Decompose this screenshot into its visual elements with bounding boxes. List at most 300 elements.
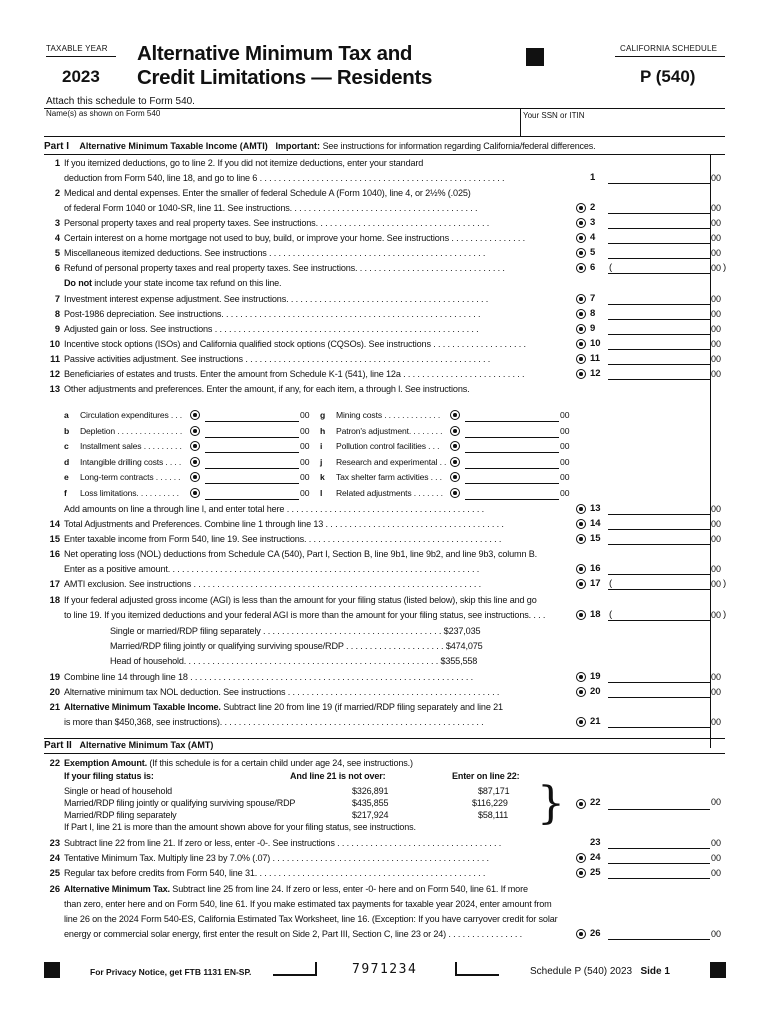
- line-row: [44, 502, 724, 516]
- footer-mark-left: [44, 962, 60, 978]
- line-ref-number: 13: [590, 503, 601, 514]
- line-ref-number: 1: [590, 172, 596, 183]
- sub13-amount-field[interactable]: [205, 440, 299, 453]
- cents-label: 00: [711, 579, 722, 589]
- bullet-icon: [576, 564, 586, 574]
- taxable-year-label: TAXABLE YEAR: [46, 44, 108, 53]
- line-text-body: AMTI exclusion. See instructions . . . . . . . . . . . . . . . . . . . . . . . . . . . . . . . . . . . . . . . . . . . . . . . . . . . . . . . . . . . . .: [64, 579, 482, 589]
- amount-field[interactable]: [608, 866, 710, 879]
- sub13-item-f: [64, 487, 324, 500]
- line-text-body: Net operating loss (NOL) deductions from Schedule CA (540), Part I, Section B, line 9b1, line 9b2, and line 9b3, column B.: [64, 549, 538, 559]
- sub13-amount-field[interactable]: [465, 471, 559, 484]
- exemption-table-cell: If Part I, line 21 is more than the amount shown above for your filing status, see instructions.: [64, 822, 416, 832]
- sub13-label: Pollution control facilities . . .: [336, 441, 440, 451]
- line-text: [64, 715, 574, 729]
- line-row: [44, 577, 727, 591]
- bullet-icon: [576, 263, 586, 273]
- line-row: [44, 562, 724, 576]
- amount-field[interactable]: [608, 502, 710, 515]
- line-number: 21: [49, 702, 60, 712]
- line-row: [44, 593, 724, 607]
- line-text: [64, 502, 574, 516]
- bullet-icon: [576, 233, 586, 243]
- sub13-letter: j: [320, 457, 323, 467]
- amount-field[interactable]: [608, 670, 710, 683]
- line-number: 19: [49, 672, 60, 682]
- line-number: 22: [49, 758, 60, 768]
- cents-label: 00: [560, 441, 570, 451]
- exemption-table-cell: $326,891: [352, 786, 389, 796]
- line-row: [44, 639, 724, 653]
- line-text-body: Regular tax before credits from Form 540, line 31. . . . . . . . . . . . . . . . . . . . . . . . . . . . . . . . . . . . . . . . . . . . . . . . .: [64, 868, 486, 878]
- sub13-label: Tax shelter farm activities . . .: [336, 472, 442, 482]
- amount-field[interactable]: [608, 322, 710, 335]
- cents-label: 00: [711, 610, 722, 620]
- line-row: [44, 608, 727, 622]
- sub13-label: Long-term contracts . . . . . .: [80, 472, 181, 482]
- line-text: [64, 562, 574, 576]
- cents-label: 00: [711, 519, 722, 529]
- line-ref-number: 25: [590, 867, 601, 878]
- sub13-amount-field[interactable]: [465, 409, 559, 422]
- amount-field[interactable]: [608, 608, 710, 621]
- amount-field[interactable]: [608, 337, 710, 350]
- sub13-letter: b: [64, 426, 70, 436]
- sub13-letter: i: [320, 441, 323, 451]
- line-text: [64, 322, 574, 336]
- sub13-label: Research and experimental . .: [336, 457, 447, 467]
- line-text-body: Total Adjustments and Preferences. Combine line 1 through line 13 . . . . . . . . . . . . . . . . . . . . . . . . . . . . . . . . . . . . . .: [64, 519, 504, 529]
- line-text: [64, 670, 574, 684]
- cents-label: 00: [560, 457, 570, 467]
- exemption-table-cell: Married/RDP filing jointly or qualifying surviving spouse/RDP: [64, 798, 296, 808]
- amount-field[interactable]: [608, 851, 710, 864]
- bullet-icon: [576, 579, 586, 589]
- sub13-item-l: [320, 487, 580, 500]
- sub13-letter: a: [64, 410, 69, 420]
- amount-field[interactable]: [608, 562, 710, 575]
- cents-label: 00: [560, 426, 570, 436]
- bullet-icon: [576, 354, 586, 364]
- line-text-body: Single or married/RDP filing separately . . . . . . . . . . . . . . . . . . . . . . . . . . . . . . . . . . . . . . $237,035: [110, 626, 481, 636]
- line-text-body: Refund of personal property taxes and real property taxes. See instructions. . . . . . . . . . . . . . . . . . . . . . . . . . . . . . . .: [64, 263, 505, 273]
- line-text: [64, 700, 714, 714]
- open-paren: (: [609, 262, 613, 273]
- cents-label: 00: [711, 203, 722, 213]
- line-text-body: Subtract line 25 from line 24. If zero or less, enter -0- here and on Form 540, line 61. If more: [172, 884, 528, 894]
- line-row: [44, 912, 724, 926]
- amount-field[interactable]: [608, 836, 710, 849]
- cents-label: 00: [560, 472, 570, 482]
- sub13-amount-field[interactable]: [465, 425, 559, 438]
- sub13-label: Installment sales . . . . . . . . .: [80, 441, 182, 451]
- sub13-item-b: [64, 425, 324, 438]
- exemption-table-cell: And line 21 is not over:: [290, 771, 386, 781]
- bullet-icon: [576, 309, 586, 319]
- bullet-icon: [576, 203, 586, 213]
- line-text: [64, 593, 714, 607]
- line-row: [44, 261, 727, 275]
- line-row: [44, 685, 724, 699]
- line-row: [44, 352, 724, 366]
- line-text: [64, 186, 714, 200]
- exemption-table-cell: Married/RDP filing separately: [64, 810, 177, 820]
- amount-field[interactable]: [608, 685, 710, 698]
- amount-field[interactable]: [608, 352, 710, 365]
- cents-label: 00: [300, 472, 310, 482]
- sub13-amount-field[interactable]: [465, 440, 559, 453]
- line-number: 15: [49, 534, 60, 544]
- line-row: [44, 307, 724, 321]
- line-row: [44, 897, 724, 911]
- line-ref-number: 14: [590, 518, 601, 529]
- line-ref-number: 10: [590, 338, 601, 349]
- line-ref-number: 20: [590, 686, 601, 697]
- form-title-line2: Credit Limitations — Residents: [137, 66, 433, 89]
- line-text-body: Beneficiaries of estates and trusts. Enter the amount from Schedule K-1 (541), line 12a . . . . . . . . . . . . . . . . . . . . . . . . . .: [64, 369, 525, 379]
- line-number: 8: [54, 309, 60, 319]
- line-row: [44, 715, 724, 729]
- line-row: [44, 231, 724, 245]
- amount-field[interactable]: [608, 292, 710, 305]
- sub13-item-d: [64, 456, 324, 469]
- sub13-item-e: [64, 471, 324, 484]
- line-text-body: Miscellaneous itemized deductions. See instructions . . . . . . . . . . . . . . . . . . . . . . . . . . . . . . . . . . . . . . . . . . . . . .: [64, 248, 486, 258]
- amount-field[interactable]: [608, 201, 710, 214]
- line-ref-number: 16: [590, 563, 601, 574]
- footer-bracket-left: [273, 962, 317, 976]
- line-text-body: Enter as a positive amount. . . . . . . . . . . . . . . . . . . . . . . . . . . . . . . . . . . . . . . . . . . . . . . . . . . . . . . . . . . . . . . . . .: [64, 564, 480, 574]
- line-text: [64, 547, 714, 561]
- sub13-label: Circulation expenditures . . .: [80, 410, 183, 420]
- cents-label: 00: [711, 369, 722, 379]
- exemption-table-cell: Single or head of household: [64, 786, 173, 796]
- amount-field[interactable]: [608, 577, 710, 590]
- line-text: [64, 685, 574, 699]
- line-row: [44, 882, 724, 896]
- line-text: [64, 307, 574, 321]
- line-text-body: deduction from Form 540, line 18, and go to line 6 . . . . . . . . . . . . . . . . . . . . . . . . . . . . . . . . . . . . . . . . . . . . . . . . . . . .: [64, 173, 505, 183]
- cents-label: 00: [300, 488, 310, 498]
- bullet-icon: [450, 410, 460, 420]
- cents-label: 00: [560, 410, 570, 420]
- amount-field[interactable]: [608, 797, 710, 810]
- ssn-label: Your SSN or ITIN: [523, 111, 585, 120]
- line-ref-number: 8: [590, 308, 596, 319]
- bullet-icon: [190, 426, 200, 436]
- bullet-icon: [190, 472, 200, 482]
- sub13-label: Related adjustments . . . . . . .: [336, 488, 443, 498]
- exemption-table-cell: If your filing status is:: [64, 771, 154, 781]
- line-number: 25: [49, 868, 60, 878]
- line-row: [44, 851, 724, 865]
- cents-label: 00: [711, 929, 722, 939]
- line-text-body: If you itemized deductions, go to line 2. If you did not itemize deductions, enter your standard: [64, 158, 424, 168]
- bullet-icon: [576, 369, 586, 379]
- bullet-icon: [450, 488, 460, 498]
- line-row: [44, 927, 724, 941]
- line-text: [110, 654, 760, 668]
- close-paren: ): [723, 578, 727, 589]
- form-code: 7971234: [352, 962, 418, 977]
- cents-label: 00: [560, 488, 570, 498]
- sub13-label: Mining costs . . . . . . . . . . . . .: [336, 410, 441, 420]
- amount-field[interactable]: [608, 927, 710, 940]
- line-row: [44, 670, 724, 684]
- bullet-icon: [190, 488, 200, 498]
- line-row: [44, 292, 724, 306]
- line-text: [64, 261, 574, 275]
- line-number: 6: [54, 263, 60, 273]
- line-text: [64, 276, 714, 290]
- amount-field[interactable]: [608, 246, 710, 259]
- line-text-body: Subtract line 22 from line 21. If zero or less, enter -0-. See instructions . . . . . . . . . . . . . . . . . . . . . . . . . . . . . . . . . . .: [64, 838, 502, 848]
- sub13-amount-field[interactable]: [205, 425, 299, 438]
- form-title-line1: Alternative Minimum Tax and: [137, 42, 413, 65]
- line-row: [44, 547, 724, 561]
- cents-label: 00: [711, 687, 722, 697]
- line-text-body: Certain interest on a home mortgage not used to buy, build, or improve your home. See instructions . . . . . . . . . . . . . . . .: [64, 233, 526, 243]
- sub13-letter: d: [64, 457, 70, 467]
- amount-field[interactable]: [608, 367, 710, 380]
- cents-label: 00: [711, 354, 722, 364]
- line-ref-number: 15: [590, 533, 601, 544]
- line-text-body: Enter taxable income from Form 540, line 19. See instructions. . . . . . . . . . . . . . . . . . . . . . . . . . . . . . . . . . . . . . . . . .: [64, 534, 502, 544]
- sub13-label: Depletion . . . . . . . . . . . . . . .: [80, 426, 183, 436]
- exemption-table-cell: $116,229: [472, 798, 508, 808]
- line-row: [44, 624, 724, 638]
- line-text-body: is more than $450,368, see instructions). . . . . . . . . . . . . . . . . . . . . . . . . . . . . . . . . . . . . . . . . . . . . . . . . . . . . . . .: [64, 717, 484, 727]
- line-text: [64, 171, 574, 185]
- exemption-table-cell: $435,855: [352, 798, 389, 808]
- cents-label: 00: [711, 218, 722, 228]
- line-row: [44, 276, 724, 290]
- line-text-body: Subtract line 20 from line 19 (if married/RDP filing separately and line 21: [223, 702, 503, 712]
- line-text: [64, 577, 574, 591]
- line-text: [64, 897, 714, 911]
- line-text: [64, 367, 574, 381]
- line-number: 12: [49, 369, 60, 379]
- line-text: [64, 216, 574, 230]
- sub13-amount-field[interactable]: [205, 471, 299, 484]
- line-number: 14: [49, 519, 60, 529]
- sub13-label: Patron's adjustment. . . . . . . .: [336, 426, 443, 436]
- amount-field[interactable]: [608, 517, 710, 530]
- names-field[interactable]: [46, 120, 516, 134]
- line-text: [64, 337, 574, 351]
- amount-field[interactable]: [608, 715, 710, 728]
- names-label: Name(s) as shown on Form 540: [46, 109, 161, 118]
- line-ref-number: 2: [590, 202, 596, 213]
- line-text-body: Adjusted gain or loss. See instructions . . . . . . . . . . . . . . . . . . . . . . . . . . . . . . . . . . . . . . . . . . . . . . . . . . . . . . . .: [64, 324, 479, 334]
- line-ref-number: 6: [590, 262, 596, 273]
- exemption-table-cell: Enter on line 22:: [452, 771, 520, 781]
- line-text-body: Other adjustments and preferences. Enter the amount, if any, for each item, a through l. See instructions.: [64, 384, 470, 394]
- brace-icon: }: [537, 778, 565, 829]
- line-text-body: Incentive stock options (ISOs) and California qualified stock options (CQSOs). See instructions . . . . . . . . . . . . . . . . . . . .: [64, 339, 526, 349]
- sub13-item-g: [320, 409, 580, 422]
- sub13-letter: e: [64, 472, 69, 482]
- cents-label: 00: [711, 853, 722, 863]
- bullet-icon: [450, 457, 460, 467]
- line-ref-number: 12: [590, 368, 601, 379]
- line-text-body: than zero, enter here and on Form 540, line 61. If you make estimated tax payments for taxable year 2024, enter amount from: [64, 899, 552, 909]
- line-text: [64, 352, 574, 366]
- line-ref-number: 18: [590, 609, 601, 620]
- cents-label: 00: [711, 504, 722, 514]
- cents-label: 00: [300, 410, 310, 420]
- line-text-body: Post-1986 depreciation. See instructions. . . . . . . . . . . . . . . . . . . . . . . . . . . . . . . . . . . . . . . . . . . . . . . . . . . . . . .: [64, 309, 481, 319]
- exemption-table-cell: $58,111: [478, 810, 509, 820]
- footer-bracket-right: [455, 962, 499, 976]
- line-number: 24: [49, 853, 60, 863]
- part2-heading: Part II Alternative Minimum Tax (AMT): [44, 740, 214, 751]
- california-schedule-label: CALIFORNIA SCHEDULE: [620, 44, 718, 53]
- line-row: [44, 201, 724, 215]
- sub13-amount-field[interactable]: [205, 409, 299, 422]
- line-row: [44, 756, 724, 770]
- amount-field[interactable]: [608, 261, 710, 274]
- bullet-icon: [576, 519, 586, 529]
- line-text: [110, 639, 760, 653]
- bullet-icon: [190, 410, 200, 420]
- line-text: [64, 927, 574, 941]
- line-number: 10: [49, 339, 60, 349]
- line-text-body: include your state income tax refund on this line.: [94, 278, 282, 288]
- bullet-icon: [576, 294, 586, 304]
- amount-field[interactable]: [608, 216, 710, 229]
- line-text: [64, 532, 574, 546]
- amount-field[interactable]: [608, 231, 710, 244]
- bullet-icon: [576, 853, 586, 863]
- line-number: 17: [49, 579, 60, 589]
- cents-label: 00: [711, 717, 722, 727]
- bullet-icon: [190, 441, 200, 451]
- line-number: 20: [49, 687, 60, 697]
- line-text-body: Married/RDP filing jointly or qualifying surviving spouse/RDP . . . . . . . . . . . . . . . . . . . . . $474,075: [110, 641, 483, 651]
- side-label: Schedule P (540) 2023 Side 1: [530, 966, 670, 977]
- bullet-icon: [576, 534, 586, 544]
- bullet-icon: [576, 929, 586, 939]
- sub13-item-k: [320, 471, 580, 484]
- line-text-body: Medical and dental expenses. Enter the smaller of federal Schedule A (Form 1040), line 4, or 2½% (.025): [64, 188, 471, 198]
- line-text-body: energy or commercial solar energy, first enter the result on Side 2, Part III, Section C, line 23 or 24) . . . . . . . . . . . . . . . .: [64, 929, 523, 939]
- line-text: [64, 246, 574, 260]
- line-number: 7: [54, 294, 60, 304]
- cents-label: 00: [300, 441, 310, 451]
- line-row: [44, 866, 724, 880]
- bullet-icon: [450, 441, 460, 451]
- line-row: [44, 322, 724, 336]
- sub13-amount-field[interactable]: [205, 487, 299, 500]
- sub13-amount-field[interactable]: [465, 487, 559, 500]
- sub13-item-h: [320, 425, 580, 438]
- privacy-notice: For Privacy Notice, get FTB 1131 EN-SP.: [90, 967, 252, 977]
- line-text: [64, 231, 574, 245]
- bullet-icon: [576, 799, 586, 809]
- sub13-item-a: [64, 409, 324, 422]
- line-row: [44, 836, 724, 850]
- amount-field[interactable]: [608, 532, 710, 545]
- attach-instruction: Attach this schedule to Form 540.: [46, 96, 195, 107]
- cents-label: 00: [711, 233, 722, 243]
- line-ref-number: 21: [590, 716, 601, 727]
- line-ref-number: 4: [590, 232, 596, 243]
- part1-heading: Part I Alternative Minimum Taxable Income (AMTI) Important: See instructions for information regarding California/federal differences.: [44, 141, 596, 152]
- line-text-body: Alternative minimum tax NOL deduction. See instructions . . . . . . . . . . . . . . . . . . . . . . . . . . . . . . . . . . . . . . . . . . . . .: [64, 687, 500, 697]
- cents-label: 00: [711, 294, 722, 304]
- sub13-label: Intangible drilling costs . . . .: [80, 457, 182, 467]
- bullet-icon: [576, 672, 586, 682]
- cents-label: 00: [711, 248, 722, 258]
- line-row: [44, 700, 724, 714]
- line-ref-number: 17: [590, 578, 601, 589]
- ssn-field[interactable]: [524, 122, 722, 134]
- line-text: [64, 201, 574, 215]
- sub13-amount-field[interactable]: [205, 456, 299, 469]
- sub13-amount-field[interactable]: [465, 456, 559, 469]
- line-text-body: to line 19. If you itemized deductions and your federal AGI is more than the amount for your filing status, see instructions. . . .: [64, 610, 546, 620]
- line-number: 11: [50, 354, 60, 364]
- line-text: [64, 382, 714, 396]
- line-number: 16: [49, 549, 60, 559]
- line-row: [44, 517, 724, 531]
- line-text: [64, 517, 574, 531]
- registration-mark: [526, 48, 544, 66]
- line-text-body: Personal property taxes and real property taxes. See instructions. . . . . . . . . . . . . . . . . . . . . . . . . . . . . . . . . . . . .: [64, 218, 490, 228]
- line-row: [44, 186, 724, 200]
- exemption-table-cell: $217,924: [352, 810, 389, 820]
- line-ref-number: 3: [590, 217, 596, 228]
- line-text-bold: Do not: [64, 278, 92, 288]
- line-number: 4: [54, 233, 60, 243]
- line-text-body: of federal Form 1040 or 1040-SR, line 11. See instructions. . . . . . . . . . . . . . . . . . . . . . . . . . . . . . . . . . . . . . . .: [64, 203, 478, 213]
- line-row: [44, 156, 724, 170]
- bullet-icon: [576, 610, 586, 620]
- cents-label: 00: [711, 324, 722, 334]
- line-text-body: If your federal adjusted gross income (AGI) is less than the amount for your filing status (listed below), skip this line and go: [64, 595, 537, 605]
- line-ref-number: 19: [590, 671, 601, 682]
- line-row: [44, 654, 724, 668]
- bullet-icon: [576, 504, 586, 514]
- cents-label: 00: [711, 534, 722, 544]
- line-ref-number: 23: [590, 837, 601, 848]
- close-paren: ): [723, 262, 727, 273]
- bullet-icon: [576, 248, 586, 258]
- sub13-letter: c: [64, 441, 69, 451]
- bullet-icon: [576, 339, 586, 349]
- line-text: [64, 866, 574, 880]
- amount-field[interactable]: [608, 307, 710, 320]
- exemption-table-cell: $87,171: [478, 786, 510, 796]
- sub13-letter: f: [64, 488, 67, 498]
- sub13-letter: g: [320, 410, 326, 420]
- line-ref-number: 24: [590, 852, 601, 863]
- line-ref-number: 22: [590, 797, 601, 808]
- cents-label: 00: [300, 457, 310, 467]
- line-ref-number: 7: [590, 293, 596, 304]
- line-number: 5: [54, 248, 60, 258]
- line-text-body: Head of household. . . . . . . . . . . . . . . . . . . . . . . . . . . . . . . . . . . . . . . . . . . . . . . . . . . . . . $355,558: [110, 656, 478, 666]
- open-paren: (: [609, 609, 613, 620]
- line-number: 3: [54, 218, 60, 228]
- line-row: [44, 171, 724, 185]
- line-text: Exemption Amount. (If this schedule is for a certain child under age 24, see instructions.): [64, 758, 413, 768]
- line-text-body: line 26 on the 2024 Form 540-ES, California Estimated Tax Worksheet, line 16. (Exception: If you have carryover credit for solar: [64, 914, 558, 924]
- line-number: 1: [54, 158, 60, 168]
- line-row: [44, 337, 724, 351]
- amount-field[interactable]: [608, 171, 710, 184]
